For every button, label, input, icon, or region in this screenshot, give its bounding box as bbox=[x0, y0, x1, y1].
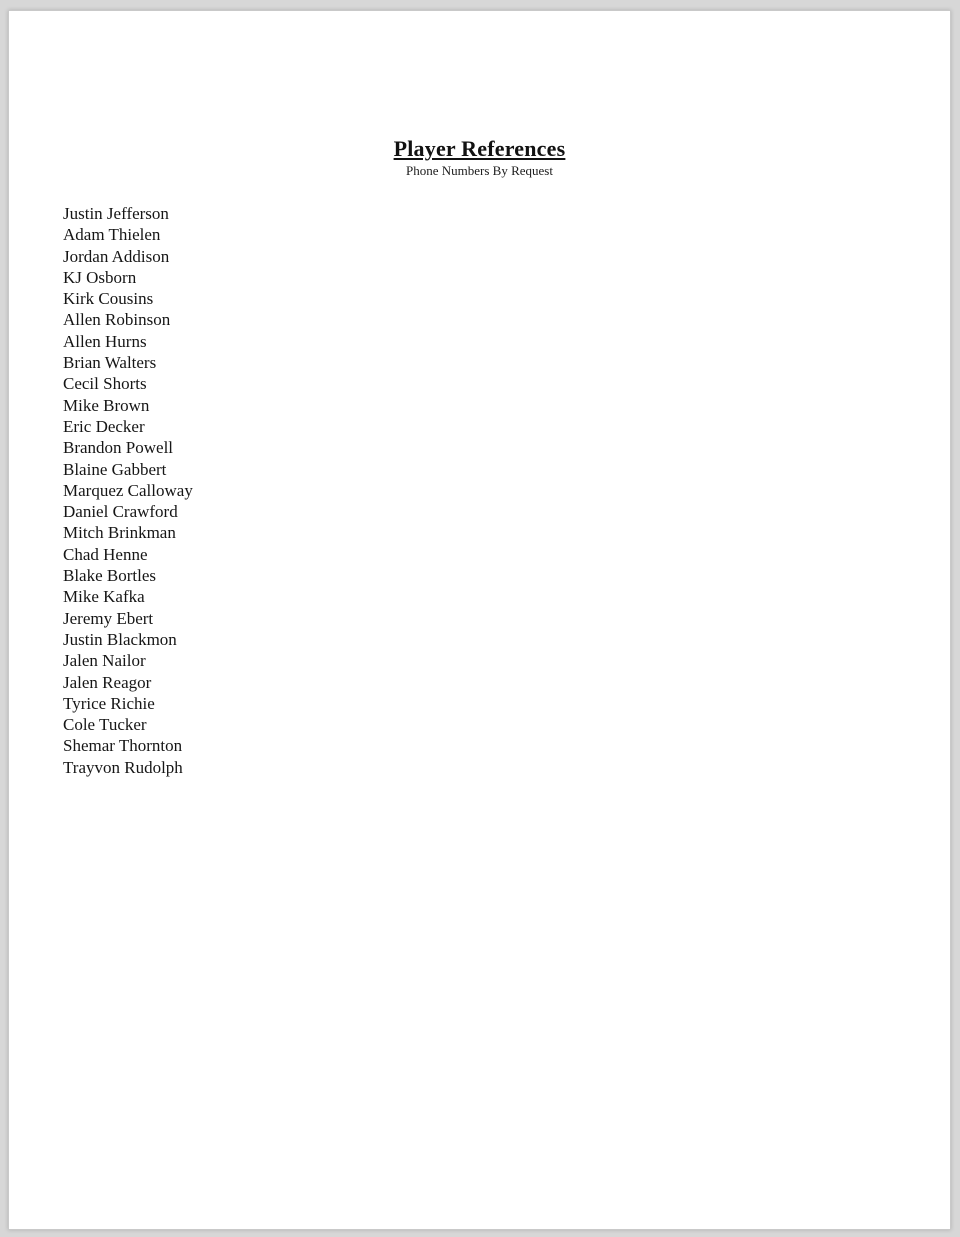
player-name: Allen Robinson bbox=[63, 310, 171, 330]
player-name: Tyrice Richie bbox=[63, 693, 155, 713]
document-page bbox=[8, 10, 951, 1230]
player-name: Shemar Thornton bbox=[63, 736, 183, 756]
player-name: Jeremy Ebert bbox=[63, 608, 154, 628]
document-header bbox=[9, 137, 950, 179]
player-name: Cecil Shorts bbox=[63, 374, 147, 394]
player-name: Cole Tucker bbox=[63, 715, 147, 735]
player-name: Trayvon Rudolph bbox=[63, 757, 183, 777]
player-name: Brandon Powell bbox=[63, 438, 174, 458]
player-name: Eric Decker bbox=[63, 416, 145, 436]
player-name: KJ Osborn bbox=[63, 267, 137, 287]
player-name: Chad Henne bbox=[63, 544, 148, 564]
player-name: Adam Thielen bbox=[63, 225, 161, 245]
player-name: Mike Kafka bbox=[63, 587, 145, 607]
player-name: Brian Walters bbox=[63, 353, 157, 373]
player-name: Jalen Reagor bbox=[63, 672, 152, 692]
player-name: Mitch Brinkman bbox=[63, 523, 176, 543]
player-name: Jalen Nailor bbox=[63, 651, 146, 671]
player-list bbox=[9, 203, 950, 778]
player-name: Blaine Gabbert bbox=[63, 459, 167, 479]
player-name: Marquez Calloway bbox=[63, 480, 193, 500]
player-name: Justin Jefferson bbox=[63, 204, 169, 223]
player-name: Justin Blackmon bbox=[63, 629, 177, 649]
player-name: Jordan Addison bbox=[63, 246, 170, 266]
page-title: Player References bbox=[393, 136, 566, 161]
player-name: Mike Brown bbox=[63, 395, 150, 415]
player-name: Daniel Crawford bbox=[63, 502, 178, 522]
player-name: Allen Hurns bbox=[63, 331, 147, 351]
player-name: Kirk Cousins bbox=[63, 289, 154, 309]
page-subtitle: Phone Numbers By Request bbox=[406, 163, 553, 178]
player-name: Blake Bortles bbox=[63, 566, 157, 586]
